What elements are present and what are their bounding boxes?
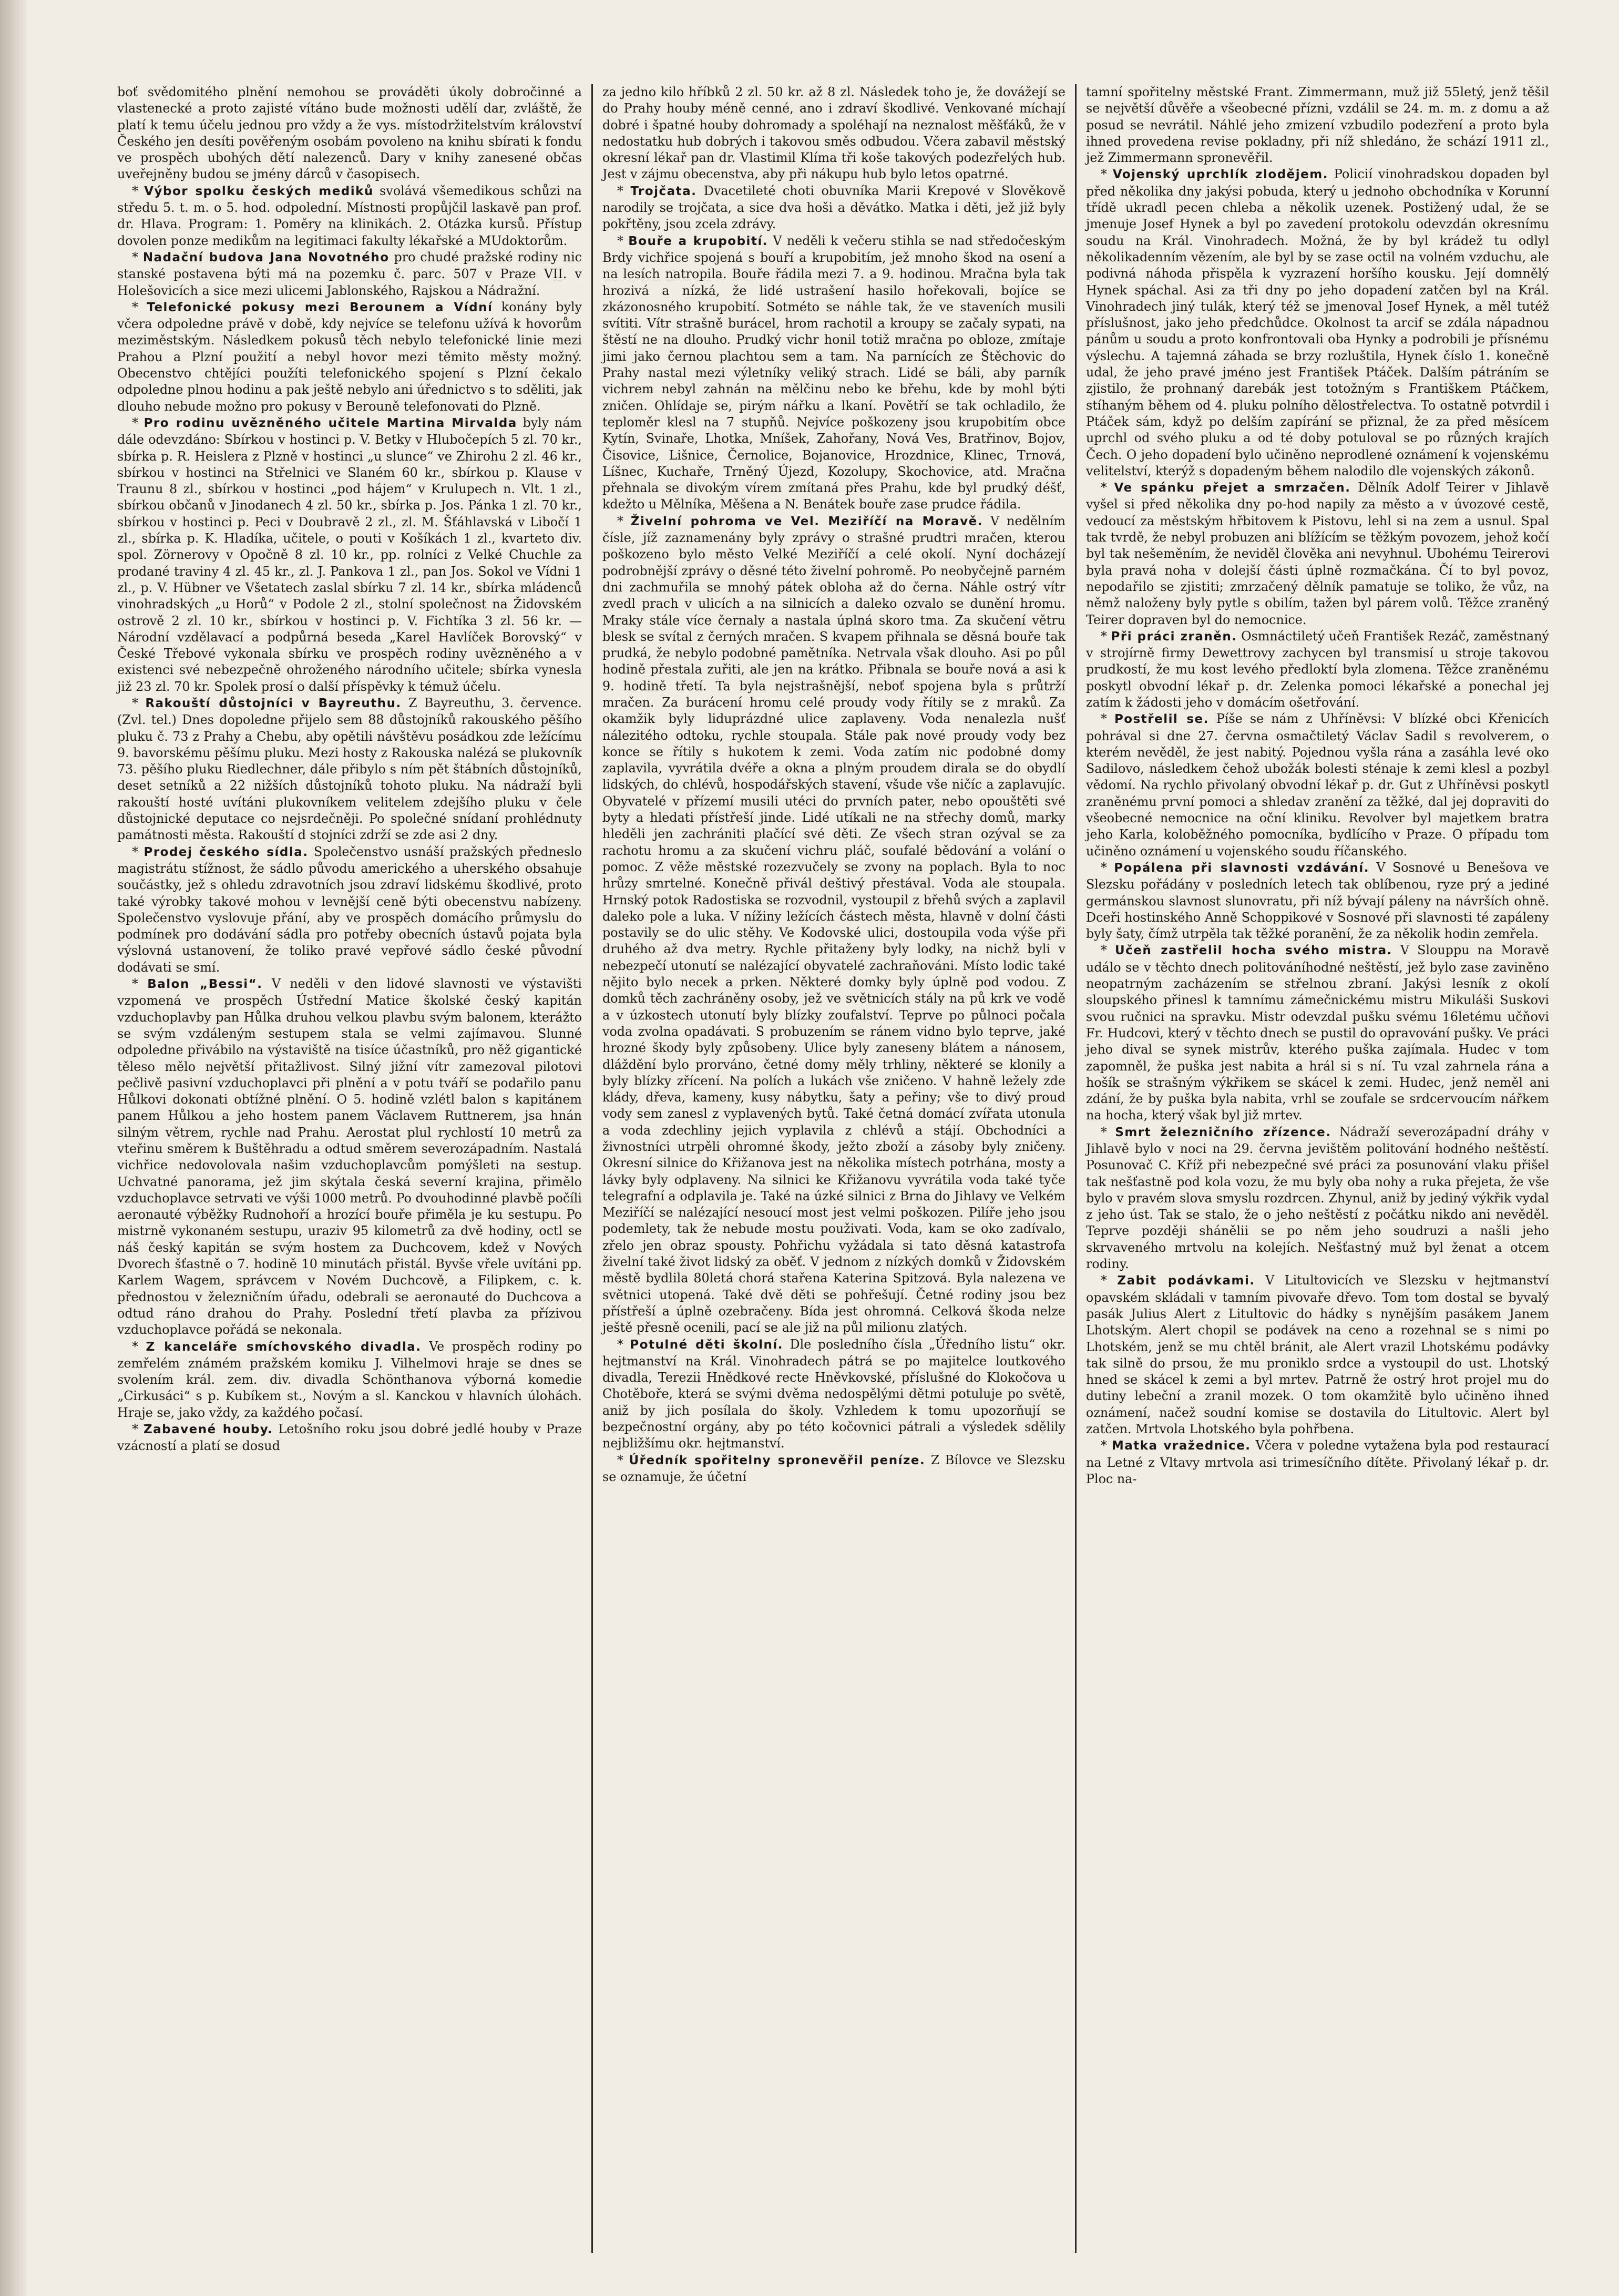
- article-paragraph: [117, 84, 582, 183]
- article-heading: Pro rodinu uvězněného učitele Martina Mirvalda: [144, 416, 517, 430]
- article-text: Osmnáctiletý učeň František Rezáč, zaměstnaný v strojírně firmy Dewettrovy zachycen byl transmisí u stroje takovou prudkostí, že mu kost levého předloktí byla zlomena. Těžce zraněnému poskytl obvodní lékař p. dr. Zelenka pomoci lékařské a ponechal jej zatím k žádosti jeho v domácím ošetřování.: [1086, 628, 1549, 710]
- article-heading: Při práci zraněn.: [1111, 629, 1237, 644]
- article-paragraph: * Bouře a krupobití. V neděli k večeru stihla se nad středočeským Brdy vichřice spojená s bouří a krupobitím, jež mnoho škod na osení a na lesích natropila. Bouře řádila mezi 7. a 9. hodinou. Mračna byla tak hrozivá a nízká, že lidé ustrašení hasilo hořekovali, bojíce se zkázonosného krupobití. Sotméto se náhle tak, že ve staveních musili svítiti. Vítr strašně burácel, hrom rachotil a kroupy se začaly sypati, na štěstí ne na dlouho. Prudký vichr honil totiž mračna po obloze, zmítaje jimi jako černou plachtou sem a tam. Na parnících ze Štěchovic do Prahy nastal mezi výletníky veliký strach. Lidé se báli, aby parník vichrem nebyl zahnán na mělčinu nebo ke břehu, kde by mohl býti zničen. Ohlídaje se, pirým nářku a lkaní. Povětří se tak ochladilo, že teploměr klesl na 7 stupňů. Nejvíce poškozeny jsou krupobitím obce Kytín, Svinaře, Lhotka, Mníšek, Zahořany, Nová Ves, Bratřinov, Bojov, Čisovice, Lišnice, Černolice, Bojanovice, Hrozdnice, Klinec, Trnová, Líšnec, Kuchaře, Trněný Újezd, Kozolupy, Skochovice, atd. Mračna přehnala se divokým vírem zmítaná přes Prahu, kde byl prudký déšť, kdežto u Mělníka, Měšena a N. Benátek bouře zase prudce řádila.: [602, 233, 1065, 512]
- article-heading: Vojenský uprchlík zlodějem.: [1112, 168, 1328, 182]
- article-text: V Slouppu na Moravě událo se v těchto dnech politováníhodné neštěstí, jež bylo zase zaviněno neopatrným zacházením se střelnou zbraní. Jakýsi lesník z okolí sloupského přinesl k tamnímu zámečnickému mistru Mikuláši Suskovi svou ručnici na spravku. Mistr odevzdal pušku svému 16letému učňovi Fr. Hudcovi, který v těchto dnech se pustil do opravování pušky. Ve práci jeho dival se synek mistrův, kterého puška zajímala. Hudec v tom zapomněl, že puška jest nabita a hrál si s ní. Tu vzal zahrnela rána a hošík se strašným výkřikem se skácel k zemi. Hudec, jenž neměl ani zdání, že by puška byla nabita, vrhl se zoufale se srdcervoucím nářkem na hocha, který však byl již mrtev.: [1086, 943, 1549, 1123]
- article-paragraph: * Telefonické pokusy mezi Berounem a Vídní konány byly včera odpoledne právě v době, kdy nejvíce se telefonu užívá k hovorům meziměstským. Následkem pokusů těch nebylo telefonické linie mezi Prahou a Plzní použití a nebyl hovor mezi těmito městy možný. Obecenstvo chtějíci použíti telefonického spojení s Plzní čekalo odpoledne plnou hodinu a pak ještě nebylo ani úřednictvo s to sděliti, jak dlouho nebude možno pro pokusy v Berouně telefonovati do Plzně.: [117, 299, 582, 414]
- column-3: [1075, 84, 1559, 2253]
- article-text: konány byly včera odpoledne právě v době, kdy nejvíce se telefonu užívá k hovorům meziměstským. Následkem pokusů těch nebylo telefonické linie mezi Prahou a Plzní použití a nebyl hovor mezi těmito městy možný. Obecenstvo chtějíci použíti telefonického spojení s Plzní čekalo odpoledne plnou hodinu a pak ještě nebylo ani úřednictvo s to sděliti, jak dlouho nebude možno pro pokusy v Berouně telefonovati do Plzně.: [117, 299, 582, 414]
- article-heading: Postřelil se.: [1114, 712, 1209, 727]
- article-text: Společenstvo usnáší pražských předneslo magistrátu stížnost, že sádlo původu amerického a uherského obsahuje součástky, jež s ohledu zdravotních jsou zdraví lidskému škodlivé, proto také výrobky takové mohou v levnější ceně býti obecenstvu nabízeny. Společenstvo vyslovuje přání, aby ve prospěch domácího průmyslu do podmínek pro dodávání sádla pro potřeby obecních ústavů pojata byla výslovná ustanovení, že toliko pravé vepřové sádlo české původní dodávati se smí.: [117, 844, 582, 975]
- article-heading: Zabit podávkami.: [1117, 1274, 1255, 1288]
- article-paragraph: [602, 84, 1065, 183]
- article-paragraph: * Živelní pohroma ve Vel. Meziříčí na Moravě. V nedělním čísle, jíž zaznamenány byly zprávy o strašné prudtri mračen, kterou poškozeno bylo město Velké Meziříčí a celé okolí. Nyní docházejí podrobnější zprávy o děsné této živelní pohromě. Po neobyčejně parném dni zachmuřila se mnohý pátek obloha až do černa. Náhle ostrý vítr zvedl prach v ulicích a na silnicích a daleko ozvalo se dunění hromu. Mraky stále více černaly a nastala úplná skoro tma. Za skučení větru blesk se svítal z černých mračen. S kvapem přihnala se děsná bouře tak prudká, že nebylo podobné pamětníka. Netrvala však dlouho. Asi po půl hodině přestala zuřiti, ale jen na krátko. Přibnala se bouře nová a asi k 9. hodině třetí. Ta byla nejstrašnější, neboť spojena byla s průtrží mračen. Za burácení hromu celé proudy vody řítily se z mraků. Za okamžik byly liduprázdné ulice zaplaveny. Voda nenalezla nušť nálezitého odtoku, rychle stoupala. Stále pak nové proudy vody bez konce se řítily s hukotem k zemi. Voda zatím nic podobné domy zaplavila, vyvrátila dvéře a okna a plným proudem dirala se do obydlí lidských, do chlévů, hospodářských stavení, všude vše ničíc a zaplavujíc. Obyvatelé v přízemí musili utéci do prvních pater, nebo opouštěti své byty a hledati přístřeší jinde. Lidé utíkali ne na střechy domů, marky hleděli jen zachrániti plačící své děti. Ze všech stran ozýval se za rachotu hromu a za skučení vichru pláč, soufalé bědování a volání o pomoc. Z věže městské rozezvučely se zvony na poplach. Byla to noc hrůzy smrtelné. Konečně přivál deštivý přestával. Voda ale stoupala. Hrnský potok Radostiska se rozvodnil, vystoupil z břehů svých a zaplavil daleko pole a luka. V nížiny ležících částech města, hlavně v dolní části postavily se do ulic stěhy. Ve Kodovské ulici, dostoupila voda výše při druhého až dva metry. Rychle přitaženy byly lodky, na nichž byli v nebezpečí utonutí se nalézající obyvatelé zachraňováni. Místo lodic také nějito bylo necek a prken. Některé domky byly úplně pod vodou. Z domků těch zachráněny osoby, jež ve světnicích stály na pů krk ve vodě a v úzkostech utonutí byly blízky zoufalství. Teprve po půlnoci počala voda zvolna opadávati. S probuzením se ránem vidno bylo teprve, jaké hrozné škody byly způsobeny. Ulice byly zaneseny blátem a nánosem, dláždění bylo prorváno, četné domy měly trhliny, některé se klonily a byly blízky zřícení. Na polích a lukách vše zničeno. V hahně ležely zde klády, dřeva, kameny, kusy nábytku, šaty a peřiny; vše to divý proud vody sem zanesl z vyplavených bytů. Také četná domácí zvířata utonula a voda zdechliny jejich vyplavila z chlévů a stájí. Obchodníci a živnostníci utrpěli ohromné škody, ježto zboží a zásoby byly zničeny. Okresní silnice do Křižanova jest na několika místech potrhána, mosty a lávky byly odplaveny. Na silnici ke Křižanovu vyvrátila voda také tyče telegrafní a odplavila je. Také na úzké silnici z Brna do Jihlavy ve Velkém Meziříčí se nalézající nesoucí most jest velmi poškozen. Pilíře jeho jsou podemlety, tak že nebude mostu použivati. Voda, kam se oko zadívalo, zřelo jen obraz spousty. Pohřichu vyžádala si tato děsná katastrofa živelní také život lidský za oběť. V jednom z nízkých domků v Židovském městě bydlila 80letá chorá stařena Katerina Spitzová. Byla nalezena ve světnici utopená. Také dvě děti se pohřešují. Četné rodiny jsou bez přístřeší a úplně ozebračeny. Bída jest ohromná. Celková škoda nelze ještě přesně ocenili, pací se ale již na půl milionu zlatých.: [602, 513, 1065, 1335]
- article-paragraph: * Ve spánku přejet a smrzačen. Dělník Adolf Teirer v Jihlavě vyšel si před několika dny po-hod napily za město a v úvozové cestě, vedoucí za městským hřbitovem k Pistovu, lehl si na zem a usnul. Spal tak tvrdě, že nebyl probuzen ani blížícím se těžkým povozem, jehož kočí byl tak nešeměním, že neviděl člověka ani nevyhnul. Ubohému Teirerovi byla pravá noha v dolejší části úplně rozmačkána. Čí to byl povoz, nepodařilo se zjistiti; zmrzačený dělník pamatuje se toliko, že vůz, na němž naloženy byly pytle s obilím, tažen byl párem volů. Těžce zraněný Teirer dopraven byl do nemocnice.: [1086, 480, 1549, 627]
- article-text: V Litultovicích ve Slezsku v hejtmanství opavském skládali v tamním pivovaře dřevo. Tom tom dostal se byvalý pasák Julius Alert z Litultovic do hádky s nynějším pasákem Janem Lhotským. Alert chopil se podávek na ceno a rozehnal se s nimi po Lhotském, jenž se mu chtěl bránit, ale Alert vrazil Lhotskému podávky tak silně do prsou, že mu proniklo srdce a vystoupil do ust. Lhotský hned se skácel k zemi a byl mrtev. Patrně že ostrý hrot projel mu do dutiny lebeční a zranil mozek. O tom okamžitě bylo učiněno ihned oznámení, načež soudní komise se dostavila do Litultovic. Alert byl zatčen. Mrtvola Lhotského byla pohřbena.: [1086, 1273, 1549, 1437]
- article-heading: Výbor spolku českých mediků: [144, 184, 374, 198]
- article-heading: Bouře a krupobití.: [628, 234, 768, 248]
- article-text: za jedno kilo hříbků 2 zl. 50 kr. až 8 zl. Následek toho je, že dovážejí se do Prahy houby méně cenné, ano i zdraví škodlivé. Venkované míchají dobré i špatné houby dohromady a spoléhají na neznalost měšťáků, že v nedostatku hub dobrých i takovou směs odbudou. Včera zabavil městský okresní lékař pan dr. Vlastimil Klíma tři koše takových podezřelých hub. Jest v zájmu obecenstva, aby při nákupu hub bylo letos opatrné.: [602, 85, 1065, 182]
- article-paragraph: * Pro rodinu uvězněného učitele Martina Mirvalda byly nám dále odevzdáno: Sbírkou v hostinci p. V. Betky v Hlubočepích 5 zl. 70 kr., sbírka p. R. Heislera z Plzně v hostinci „u slunce“ ve Zhirohu 2 zl. 46 kr., sbírkou v hostinci na Střelnici ve Slaném 60 kr., sbírkou p. Klause v Traunu 8 zl., sbírkou v hostinci „pod hájem“ v Krulupech n. Vlt. 1 zl., sbírkou občanů v Jinodanech 4 zl. 50 kr., sbírka p. Jos. Pánka 1 zl. 70 kr., sbírkou v hostinci p. Peci v Doubravě 2 zl., zl. M. Šťáhlavská v Libočí 1 zl., sbírka p. K. Hladíka, učitele, o pouti v Košíkách 1 zl., kvarteto div. spol. Zörnerovy v Opočně 8 zl. 10 kr., pp. rolníci z Velké Chuchle za prodané traviny 4 zl. 45 kr., zl. J. Pankova 1 zl., pan Jos. Sokol ve Vídni 1 zl., p. V. Hübner ve Všetatech zaslal sbírku 7 zl. 14 kr., sbírka mládenců vinohradských „u Horů“ v Podole 2 zl., stolní společnost na Židovském ostrově 2 zl. 10 kr., sbírkou v hostinci p. V. Fichtíka 3 zl. 56 kr. — Národní vzdělavací a podpůrná beseda „Karel Havlíček Borovský“ v České Třebové vykonala sbírku ve prospěch rodiny uvězněného a v existenci své nebezpečně ohroženého národního učitele; sbírka vynesla již 23 zl. 70 kr. Spolek prosí o další příspěvky k témuž účelu.: [117, 415, 582, 694]
- article-text: V Sosnové u Benešova ve Slezsku pořádány v posledních letech tak oblíbenou, ryze prý a jediné germánskou slavnost slunovratu, při níž bývají páleny na návrších ohně. Dceři hostinského Anně Schoppikové v Sosnové při slavnosti té zapáleny byly šaty, čímž utrpěla tak těžké poranění, že za několik hodin zemřela.: [1086, 860, 1550, 942]
- article-heading: Telefonické pokusy mezi Berounem a Vídní: [147, 300, 493, 314]
- article-text: V neděli k večeru stihla se nad středočeským Brdy vichřice spojená s bouří a krupobitím, jež mnoho škod na osení a na lesích natropila. Bouře řádila mezi 7. a 9. hodinou. Mračna byla tak hrozivá a nízká, že lidé ustrašení hasilo hořekovali, bojíce se zkázonosného krupobití. Sotméto se náhle tak, že ve staveních musili svítiti. Vítr strašně burácel, hrom rachotil a kroupy se začaly sypati, na štěstí ne na dlouho. Prudký vichr honil totiž mračna po obloze, zmítaje jimi jako černou plachtou sem a tam. Na parnících ze Štěchovic do Prahy nastal mezi výletníky veliký strach. Lidé se báli, aby parník vichrem nebyl zahnán na mělčinu nebo ke břehu, kde by mohl býti zničen. Ohlídaje se, pirým nářku a lkaní. Povětří se tak ochladilo, že teploměr klesl na 7 stupňů. Nejvíce poškozeny jsou krupobitím obce Kytín, Svinaře, Lhotka, Mníšek, Zahořany, Nová Ves, Bratřinov, Bojov, Čisovice, Lišnice, Černolice, Bojanovice, Hrozdnice, Klinec, Trnová, Líšnec, Kuchaře, Trněný Újezd, Kozolupy, Skochovice, atd. Mračna přehnala se divokým vírem zmítaná přes Prahu, kde byl prudký déšť, kdežto u Mělníka, Měšena a N. Benátek bouře zase prudce řádila.: [602, 233, 1065, 512]
- article-text: Včera v poledne vytažena byla pod restaurací na Letné z Vltavy mrtvola asi trimesíčního dítěte. Přivolaný lékař p. dr. Ploc na-: [1086, 1438, 1549, 1486]
- article-paragraph: * Potulné děti školní. Dle posledního čísla „Úředního listu“ okr. hejtmanství na Král. Vinohradech pátrá se po majitelce loutkového divadla, Terezii Hnědkové recte Hněvkovské, příslušné do Klokočova u Chotěboře, která se svými dvěma nedospělými dětmi potuluje po světě, aniž by jich posílala do školy. Vzhledem k tomu upozorňují se bezpečnostní orgány, aby po této kočovnici pátrali a výsledek sdělily nejbližšímu okr. hejtmanství.: [602, 1336, 1066, 1451]
- article-paragraph: * Matka vražednice. Včera v poledne vytažena byla pod restaurací na Letné z Vltavy mrtvola asi trimesíčního dítěte. Přivolaný lékař p. dr. Ploc na-: [1086, 1438, 1549, 1486]
- article-text: tamní spořitelny městské Frant. Zimmermann, muž již 55letý, jenž těšil se největší důvěře a všeobecné přízni, vzdálil se 24. m. m. z domu a až posud se nevrátil. Náhlé jeho zmizení vzbudilo podezření a proto byla ihned provedena revise pokladny, při níž shledáno, že schází 1911 zl., jež Zimmermann spronevěřil.: [1086, 85, 1549, 166]
- article-heading: Matka vražednice.: [1111, 1439, 1251, 1453]
- article-heading: Z kanceláře smíchovského divadla.: [146, 1340, 422, 1354]
- article-paragraph: * Úředník spořitelny spronevěřil peníze. Z Bílovce ve Slezsku se oznamuje, že účetní: [602, 1452, 1065, 1484]
- article-paragraph: * Smrt železničního zřízence. Nádraží severozápadní dráhy v Jihlavě bylo v noci na 29. června jevištěm politování hodného neštěstí. Posunovač C. Kříž při nebezpečné své práci za posunování vlaku přišel tak nešťastně pod kola vozu, že mu byly oba nohy a ruka přejeta, že vše bylo v pravém slova smyslu rozdrcen. Zhynul, aniž by jediný výkřik vydal z jeho úst. Tak se stalo, že o jeho neštěstí z počátku nikdo ani nevěděl. Teprve později shánělii se po něm jeho soudruzi a našli jeho skrvaveného mrtvolu na kolejích. Nešťastný muž byl ženat a otcem rodiny.: [1086, 1124, 1549, 1272]
- article-text: Dělník Adolf Teirer v Jihlavě vyšel si před několika dny po-hod napily za město a v úvozové cestě, vedoucí za městským hřbitovem k Pistovu, lehl si na zem a usnul. Spal tak tvrdě, že nebyl probuzen ani blížícím se těžkým povozem, jehož kočí byl tak nešeměním, že neviděl člověka ani nevyhnul. Ubohému Teirerovi byla pravá noha v dolejší části úplně rozmačkána. Čí to byl povoz, nepodařilo se zjistiti; zmrzačený dělník pamatuje se toliko, že vůz, na němž naloženy byly pytle s obilím, tažen byl párem volů. Těžce zraněný Teirer dopraven byl do nemocnice.: [1086, 480, 1549, 627]
- article-text: Nádraží severozápadní dráhy v Jihlavě bylo v noci na 29. června jevištěm politování hodného neštěstí. Posunovač C. Kříž při nebezpečné své práci za posunování vlaku přišel tak nešťastně pod kola vozu, že mu byly oba nohy a ruka přejeta, že vše bylo v pravém slova smyslu rozdrcen. Zhynul, aniž by jediný výkřik vydal z jeho úst. Tak se stalo, že o jeho neštěstí z počátku nikdo ani nevěděl. Teprve později shánělii se po něm jeho soudruzi a našli jeho skrvaveného mrtvolu na kolejích. Nešťastný muž byl ženat a otcem rodiny.: [1086, 1124, 1549, 1272]
- article-text: Píše se nám z Uhříněvsi: V blízké obci Křenicích pohrával si dne 27. června osmačtiletý Václav Sadil s revolverem, o kterém nevěděl, že jest nabitý. Pojednou vyšla rána a zasáhla levé oko Sadilovo, následkem čehož ubožák bolesti sténaje k zemi klesl a pozbyl vědomí. Na rychlo přivolaný obvodní lékař p. dr. Gut z Uhříněvsi poskytl zraněnému první pomoci a shledav zranění za těžké, dal jej dopraviti do všeobecné nemocnice na oční kliniku. Revolver byl majetkem bratra jeho Karla, koloběžného pomocníka, bydlícího v Praze. O případu tom učiněno oznámení u vojenského soudu říčanského.: [1086, 711, 1549, 859]
- article-paragraph: * Prodej českého sídla. Společenstvo usnáší pražských předneslo magistrátu stížnost, že sádlo původu amerického a uherského obsahuje součástky, jež s ohledu zdravotních jsou zdraví lidskému škodlivé, proto také výrobky takové mohou v levnější ceně býti obecenstvu nabízeny. Společenstvo vyslovuje přání, aby ve prospěch domácího průmyslu do podmínek pro dodávání sádla pro potřeby obecních ústavů pojata byla výslovná ustanovení, že toliko pravé vepřové sádlo české původní dodávati se smí.: [117, 844, 582, 975]
- column-1: [108, 84, 591, 2253]
- article-paragraph: * Nadační budova Jana Novotného pro chudé pražské rodiny nic stanské postavena býti má na pozemku č. parc. 507 v Praze VII. v Holešovicích a sice mezi ulicemi Jablonského, Rajskou a Nádražní.: [117, 249, 582, 298]
- article-heading: Úředník spořitelny spronevěřil peníze.: [629, 1453, 926, 1467]
- article-text: Z Bayreuthu, 3. července. (Zvl. tel.) Dnes dopoledne přijelo sem 88 důstojníků rakouského pěšího pluku č. 73 z Prahy a Chebu, aby opětili návštěvu posádkou zde ležícímu 9. bavorskému pěšímu pluku. Mezi hosty z Rakouska nalézá se plukovník 73. pěšího pluku Riedlechner, dále přibylo s ním pět štábních důstojníků, deset setníků a 22 nižších důstojníků tohoto pluku. Na nádraží byli rakouští hosté uvítáni plukovníkem velitelem zdejšího pluku v čele důstojnické deputace co nejsrdečněji. Po společné snídaní prohlédnuty památnosti města. Rakouští d stojníci zdrží se zde asi 2 dny.: [117, 695, 582, 843]
- scan-edge-shadow: [0, 0, 29, 2296]
- article-heading: Prodej českého sídla.: [144, 845, 309, 859]
- article-text: Z Bílovce ve Slezsku se oznamuje, že účetní: [602, 1452, 1065, 1484]
- article-paragraph: * Zabit podávkami. V Litultovicích ve Slezsku v hejtmanství opavském skládali v tamním pivovaře dřevo. Tom tom dostal se byvalý pasák Julius Alert z Litultovic do hádky s nynějším pasákem Janem Lhotským. Alert chopil se podávek na ceno a rozehnal se s nimi po Lhotském, jenž se mu chtěl bránit, ale Alert vrazil Lhotskému podávky tak silně do prsou, že mu proniklo srdce a vystoupil do ust. Lhotský hned se skácel k zemi a byl mrtev. Patrně že ostrý hrot projel mu do dutiny lebeční a zranil mozek. O tom okamžitě bylo učiněno ihned oznámení, načež soudní komise se dostavila do Litultovic. Alert byl zatčen. Mrtvola Lhotského byla pohřbena.: [1086, 1273, 1549, 1437]
- article-paragraph: * Trojčata. Dvacetileté choti obuvníka Marii Krepové v Slověkově narodily se trojčata, a sice dva hoši a děvátko. Matka i děti, jež již byly pokřtěny, jsou zcela zdrávy.: [602, 183, 1065, 232]
- newspaper-page: [108, 84, 1559, 2253]
- column-2: [591, 84, 1075, 2253]
- article-paragraph: * Balon „Bessi“. V neděli v den lidové slavnosti ve výstavišti vzpomená ve prospěch Ústřední Matice školské český kapitán vzduchoplavby pan Hůlka druhou velkou plavbu svým balonem, kterážto se svým vzdáleným sestupem stala se velmi zajímavou. Slunné odpoledne přivábilo na výstaviště na tisíce účastníků, pro něž gigantické těleso mělo největší přitažlivost. Silný jižní vítr zamezoval pilotovi pečlivě pasivní vzduchoplavci při plnění a v potu tváří se podařilo panu Hůlkovi dokonati obtížné plnění. O 5. hodině vzlétl balon s kapitánem panem Hůlkou a jeho hostem panem Václavem Ruttnerem, jsa hnán silným větrem, rychle nad Prahu. Aerostat plul rychlostí 10 metrů za vteřinu směrem k Buštěhradu a odtud směrem severozápadním. Nastalá vichřice nedovolovala našim vzduchoplavcům pomýšleti na sestup. Uchvatné panorama, jež jim skýtala česká severní krajina, přimělo vzduchoplavce setrvati ve výši 1000 metrů. Po dvouhodinné plavbě počíli aeronauté výběžky Rudnohoří a hrozící bouře přiměla je ku sestupu. Po mistrně vykonaném sestupu, uraziv 95 kilometrů za dvě hodiny, octl se náš český kapitán se svým hostem za Duchcovem, kdež v Nových Dvorech šťastně o 7. hodině 10 minutách přistál. Byvše vřele uvítáni pp. Karlem Wagem, správcem v Novém Duchcově, a Filipkem, c. k. přednostou v železničním úřadu, odebrali se aeronauté do Duchcova a odtud ráno drahou do Prahy. Poslední třetí plavba za přízivou vzduchoplavce pořádá se nekonala.: [117, 976, 582, 1338]
- article-text: V nedělním čísle, jíž zaznamenány byly zprávy o strašné prudtri mračen, kterou poškozeno bylo město Velké Meziříčí a celé okolí. Nyní docházejí podrobnější zprávy o děsné této živelní pohromě. Po neobyčejně parném dni zachmuřila se mnohý pátek obloha až do černa. Náhle ostrý vítr zvedl prach v ulicích a na silnicích a daleko ozvalo se dunění hromu. Mraky stále více černaly a nastala úplná skoro tma. Za skučení větru blesk se svítal z černých mračen. S kvapem přihnala se děsná bouře tak prudká, že nebylo podobné pamětníka. Netrvala však dlouho. Asi po půl hodině přestala zuřiti, ale jen na krátko. Přibnala se bouře nová a asi k 9. hodině třetí. Ta byla nejstrašnější, neboť spojena byla s průtrží mračen. Za burácení hromu celé proudy vody řítily se z mraků. Za okamžik byly liduprázdné ulice zaplaveny. Voda nenalezla nušť nálezitého odtoku, rychle stoupala. Stále pak nové proudy vody bez konce se řítily s hukotem k zemi. Voda zatím nic podobné domy zaplavila, vyvrátila dvéře a okna a plným proudem dirala se do obydlí lidských, do chlévů, hospodářských stavení, všude vše ničíc a zaplavujíc. Obyvatelé v přízemí musili utéci do prvních pater, nebo opouštěti své byty a hledati přístřeší jinde. Lidé utíkali ne na střechy domů, marky hleděli jen zachrániti plačící své děti. Ze všech stran ozýval se za rachotu hromu a za skučení vichru pláč, soufalé bědování a volání o pomoc. Z věže městské rozezvučely se zvony na poplach. Byla to noc hrůzy smrtelné. Konečně přivál deštivý přestával. Voda ale stoupala. Hrnský potok Radostiska se rozvodnil, vystoupil z břehů svých a zaplavil daleko pole a luka. V nížiny ležících částech města, hlavně v dolní části postavily se do ulic stěhy. Ve Kodovské ulici, dostoupila voda výše při druhého až dva metry. Rychle přitaženy byly lodky, na nichž byli v nebezpečí utonutí se nalézající obyvatelé zachraňováni. Místo lodic také nějito bylo necek a prken. Některé domky byly úplně pod vodou. Z domků těch zachráněny osoby, jež ve světnicích stály na pů krk ve vodě a v úzkostech utonutí byly blízky zoufalství. Teprve po půlnoci počala voda zvolna opadávati. S probuzením se ránem vidno bylo teprve, jaké hrozné škody byly způsobeny. Ulice byly zaneseny blátem a nánosem, dláždění bylo prorváno, četné domy měly trhliny, některé se klonily a byly blízky zřícení. Na polích a lukách vše zničeno. V hahně ležely zde klády, dřeva, kameny, kusy nábytku, šaty a peřiny; vše to divý proud vody sem zanesl z vyplavených bytů. Také četná domácí zvířata utonula a voda zdechliny jejich vyplavila z chlévů a stájí. Obchodníci a živnostníci utrpěli ohromné škody, ježto zboží a zásoby byly zničeny. Okresní silnice do Křižanova jest na několika místech potrhána, mosty a lávky byly odplaveny. Na silnici ke Křižanovu vyvrátila voda také tyče telegrafní a odplavila je. Také na úzké silnici z Brna do Jihlavy ve Velkém Meziříčí se nalézající nesoucí most jest velmi poškozen. Pilíře jeho jsou podemlety, tak že nebude mostu použivati. Voda, kam se oko zadívalo, zřelo jen obraz spousty. Pohřichu vyžádala si tato děsná katastrofa živelní také život lidský za oběť. V jednom z nízkých domků v Židovském městě bydlila 80letá chorá stařena Katerina Spitzová. Byla nalezena ve světnici utopená. Také dvě děti se pohřešují. Četné rodiny jsou bez přístřeší a úplně ozebračeny. Bída jest ohromná. Celková škoda nelze ještě přesně ocenili, pací se ale již na půl milionu zlatých.: [602, 513, 1065, 1335]
- article-paragraph: * Při práci zraněn. Osmnáctiletý učeň František Rezáč, zaměstnaný v strojírně firmy Dewettrovy zachycen byl transmisí u stroje takovou prudkostí, že mu kost levého předloktí byla zlomena. Těžce zraněnému poskytl obvodní lékař p. dr. Zelenka pomoci lékařské a ponechal jej zatím k žádosti jeho v domácím ošetřování.: [1086, 628, 1549, 710]
- article-heading: Rakouští důstojníci v Bayreuthu.: [145, 696, 402, 710]
- article-paragraph: [1086, 84, 1549, 166]
- article-text: Dle posledního čísla „Úředního listu“ okr. hejtmanství na Král. Vinohradech pátrá se po majitelce loutkového divadla, Terezii Hnědkové recte Hněvkovské, příslušné do Klokočova u Chotěboře, která se svými dvěma nedospělými dětmi potuluje po světě, aniž by jich posílala do školy. Vzhledem k tomu upozorňují se bezpečnostní orgány, aby po této kočovnici pátrali a výsledek sdělily nejbližšímu okr. hejtmanství.: [602, 1336, 1066, 1451]
- article-heading: Zabavené houby.: [143, 1423, 273, 1437]
- article-text: svolává všemedikous schůzi na středu 5. t. m. o 5. hod. odpolední. Místnosti propůjčil laskavě pan prof. dr. Hlava. Program: 1. Poměry na klinikách. 2. Otázka kursů. Přístup dovolen ponze medikům na legitimaci fakulty lékařské a MUdoktorům.: [117, 183, 582, 248]
- article-heading: Balon „Bessi“.: [147, 977, 263, 992]
- article-paragraph: * Popálena při slavnosti vzdávání. V Sosnové u Benešova ve Slezsku pořádány v posledních letech tak oblíbenou, ryze prý a jediné germánskou slavnost slunovratu, při níž bývají páleny na návrších ohně. Dceři hostinského Anně Schoppikové v Sosnové při slavnosti té zapáleny byly šaty, čímž utrpěla tak těžké poranění, že za několik hodin zemřela.: [1086, 860, 1550, 942]
- article-paragraph: * Učeň zastřelil hocha svého mistra. V Slouppu na Moravě událo se v těchto dnech politováníhodné neštěstí, jež bylo zase zaviněno neopatrným zacházením se střelnou zbraní. Jakýsi lesník z okolí sloupského přinesl k tamnímu zámečnickému mistru Mikuláši Suskovi svou ručnici na spravku. Mistr odevzdal pušku svému 16letému učňovi Fr. Hudcovi, který v těchto dnech se pustil do opravování pušky. Ve práci jeho dival se synek mistrův, kterého puška zajímala. Hudec v tom zapomněl, že puška jest nabita a hrál si s ní. Tu vzal zahrnela rána a hošík se strašným výkřikem se skácel k zemi. Hudec, jenž neměl ani zdání, že by puška byla nabita, vrhl se zoufale se srdcervoucím nářkem na hocha, který však byl již mrtev.: [1086, 943, 1549, 1123]
- article-heading: Ve spánku přejet a smrzačen.: [1114, 481, 1351, 495]
- article-paragraph: * Výbor spolku českých mediků svolává všemedikous schůzi na středu 5. t. m. o 5. hod. odpolední. Místnosti propůjčil laskavě pan prof. dr. Hlava. Program: 1. Poměry na klinikách. 2. Otázka kursů. Přístup dovolen ponze medikům na legitimaci fakulty lékařské a MUdoktorům.: [117, 183, 582, 248]
- article-heading: Smrt železničního zřízence.: [1115, 1125, 1331, 1139]
- article-paragraph: * Zabavené houby. Letošního roku jsou dobré jedlé houby v Praze vzácností a platí se dosud: [117, 1422, 582, 1454]
- article-paragraph: * Z kanceláře smíchovského divadla. Ve prospěch rodiny po zemřelém známém pražském komiku J. Vilhelmovi hraje se dnes se svolením král. zem. div. divadla Schönthanova výborná komedie „Cirkusáci“ s p. Kubíkem st., Novým a sl. Kanckou v hlavních úlohách. Hraje se, jako vždy, za každého počasí.: [117, 1339, 582, 1420]
- article-paragraph: * Postřelil se. Píše se nám z Uhříněvsi: V blízké obci Křenicích pohrával si dne 27. června osmačtiletý Václav Sadil s revolverem, o kterém nevěděl, že jest nabitý. Pojednou vyšla rána a zasáhla levé oko Sadilovo, následkem čehož ubožák bolesti sténaje k zemi klesl a pozbyl vědomí. Na rychlo přivolaný obvodní lékař p. dr. Gut z Uhříněvsi poskytl zraněnému první pomoci a shledav zranění za těžké, dal jej dopraviti do všeobecné nemocnice na oční kliniku. Revolver byl majetkem bratra jeho Karla, koloběžného pomocníka, bydlícího v Praze. O případu tom učiněno oznámení u vojenského soudu říčanského.: [1086, 711, 1549, 859]
- article-text: byly nám dále odevzdáno: Sbírkou v hostinci p. V. Betky v Hlubočepích 5 zl. 70 kr., sbírka p. R. Heislera z Plzně v hostinci „u slunce“ ve Zhirohu 2 zl. 46 kr., sbírkou v hostinci na Střelnici ve Slaném 60 kr., sbírkou p. Klause v Traunu 8 zl., sbírkou v hostinci „pod hájem“ v Krulupech n. Vlt. 1 zl., sbírkou občanů v Jinodanech 4 zl. 50 kr., sbírka p. Jos. Pánka 1 zl. 70 kr., sbírkou v hostinci p. Peci v Doubravě 2 zl., zl. M. Šťáhlavská v Libočí 1 zl., sbírka p. K. Hladíka, učitele, o pouti v Košíkách 1 zl., kvarteto div. spol. Zörnerovy v Opočně 8 zl. 10 kr., pp. rolníci z Velké Chuchle za prodané traviny 4 zl. 45 kr., zl. J. Pankova 1 zl., pan Jos. Sokol ve Vídni 1 zl., p. V. Hübner ve Všetatech zaslal sbírku 7 zl. 14 kr., sbírka mládenců vinohradských „u Horů“ v Podole 2 zl., stolní společnost na Židovském ostrově 2 zl. 10 kr., sbírkou v hostinci p. V. Fichtíka 3 zl. 56 kr. — Národní vzdělavací a podpůrná beseda „Karel Havlíček Borovský“ v České Třebové vykonala sbírku ve prospěch rodiny uvězněného a v existenci své nebezpečně ohroženého národního učitele; sbírka vynesla již 23 zl. 70 kr. Spolek prosí o další příspěvky k témuž účelu.: [117, 415, 582, 694]
- article-heading: Živelní pohroma ve Vel. Meziříčí na Moravě.: [630, 514, 983, 528]
- article-text: V neděli v den lidové slavnosti ve výstavišti vzpomená ve prospěch Ústřední Matice školské český kapitán vzduchoplavby pan Hůlka druhou velkou plavbu svým balonem, kterážto se svým vzdáleným sestupem stala se velmi zajímavou. Slunné odpoledne přivábilo na výstaviště na tisíce účastníků, pro něž gigantické těleso mělo největší přitažlivost. Silný jižní vítr zamezoval pilotovi pečlivě pasivní vzduchoplavci při plnění a v potu tváří se podařilo panu Hůlkovi dokonati obtížné plnění. O 5. hodině vzlétl balon s kapitánem panem Hůlkou a jeho hostem panem Václavem Ruttnerem, jsa hnán silným větrem, rychle nad Prahu. Aerostat plul rychlostí 10 metrů za vteřinu směrem k Buštěhradu a odtud směrem severozápadním. Nastalá vichřice nedovolovala našim vzduchoplavcům pomýšleti na sestup. Uchvatné panorama, jež jim skýtala česká severní krajina, přimělo vzduchoplavce setrvati ve výši 1000 metrů. Po dvouhodinné plavbě počíli aeronauté výběžky Rudnohoří a hrozící bouře přiměla je ku sestupu. Po mistrně vykonaném sestupu, uraziv 95 kilometrů za dvě hodiny, octl se náš český kapitán se svým hostem za Duchcovem, kdež v Nových Dvorech šťastně o 7. hodině 10 minutách přistál. Byvše vřele uvítáni pp. Karlem Wagem, správcem v Novém Duchcově, a Filipkem, c. k. přednostou v železničním úřadu, odebrali se aeronauté do Duchcova a odtud ráno drahou do Prahy. Poslední třetí plavba za přízivou vzduchoplavce pořádá se nekonala.: [117, 976, 582, 1338]
- article-heading: Nadační budova Jana Novotného: [142, 250, 390, 264]
- article-text: Dvacetileté choti obuvníka Marii Krepové v Slověkově narodily se trojčata, a sice dva hoši a děvátko. Matka i děti, jež již byly pokřtěny, jsou zcela zdrávy.: [602, 183, 1065, 232]
- article-text: Letošního roku jsou dobré jedlé houby v Praze vzácností a platí se dosud: [117, 1422, 582, 1454]
- article-heading: Učeň zastřelil hocha svého mistra.: [1114, 944, 1392, 958]
- article-text: pro chudé pražské rodiny nic stanské postavena býti má na pozemku č. parc. 507 v Praze VII. v Holešovicích a sice mezi ulicemi Jablonského, Rajskou a Nádražní.: [117, 249, 582, 298]
- article-heading: Trojčata.: [630, 184, 697, 198]
- article-paragraph: * Rakouští důstojníci v Bayreuthu. Z Bayreuthu, 3. července. (Zvl. tel.) Dnes dopoledne přijelo sem 88 důstojníků rakouského pěšího pluku č. 73 z Prahy a Chebu, aby opětili návštěvu posádkou zde ležícímu 9. bavorskému pěšímu pluku. Mezi hosty z Rakouska nalézá se plukovník 73. pěšího pluku Riedlechner, dále přibylo s ním pět štábních důstojníků, deset setníků a 22 nižších důstojníků tohoto pluku. Na nádraží byli rakouští hosté uvítáni plukovníkem velitelem zdejšího pluku v čele důstojnické deputace co nejsrdečněji. Po společné snídaní prohlédnuty památnosti města. Rakouští d stojníci zdrží se zde asi 2 dny.: [117, 695, 582, 843]
- article-heading: Popálena při slavnosti vzdávání.: [1114, 861, 1370, 875]
- article-text: Policií vinohradskou dopaden byl před několika dny jakýsi pobuda, který u jednoho obchodníka v Korunní třídě ukradl pecen chleba a několik uzenek. Postižený udal, že se jmenuje Josef Hynek a byl po zavedení protokolu odevzdán okresnímu soudu na Král. Vinohradech. Možná, že by byl krádež tu odlyl několikadenním vězením, ale byl by se zase octil na volném vzduchu, ale podivná náhoda přispěla k vyzrazení horšího kousku. Její domnělý Hynek spáchal. Asi za tři dny po jeho dopadení zatčen byl na Král. Vinohradech jiný tulák, který též se jmenoval Josef Hynek, a měl tutéž příslušnost, jako jeho předchůdce. Okolnost ta arcif se zdála nápadnou pánům u soudu a proto konfrontovali oba Hynky a podrobili je přísnému výslechu. A tajemná záhada se brzy rozluštila, Hynek číslo 1. konečně udal, že jeho pravé jméno jest František Ptáček. Dalším pátráním se zjistilo, že prohnaný darebák jest totožným s Františkem Ptáčkem, stíhaným během od 4. pluku polního dělostřelectva. To ostatně potvrdil i Ptáček sám, když po delším zapírání se přiznal, že za před měsícem uprchl od svého pluku a od té doby potuloval se po různých krajích Čech. O jeho dopadení bylo učiněno neprodlené oznámení k vojenskému velitelství, kterýž s dopadeným během nalodilo dle vojenských zákonů.: [1086, 167, 1549, 478]
- article-text: boť svědomitého plnění nemohou se prováděti úkoly dobročinné a vlastenecké a proto zajisté vítáno bude možnosti udělí dar, zvláště, že platí k temu účelu jednou pro vždy a že vys. místodržitelstvím království Českého jen desíti pověřeným osobám povoleno na knihu sbírati k fondu ve prospěch ubohých dětí nalezenců. Dary v knihy zanesené občas uveřejněny budou se jmény dárců v časopisech.: [117, 85, 582, 182]
- article-text: Ve prospěch rodiny po zemřelém známém pražském komiku J. Vilhelmovi hraje se dnes se svolením král. zem. div. divadla Schönthanova výborná komedie „Cirkusáci“ s p. Kubíkem st., Novým a sl. Kanckou v hlavních úlohách. Hraje se, jako vždy, za každého počasí.: [117, 1339, 582, 1420]
- article-heading: Potulné děti školní.: [630, 1338, 784, 1352]
- article-paragraph: * Vojenský uprchlík zlodějem. Policií vinohradskou dopaden byl před několika dny jakýsi pobuda, který u jednoho obchodníka v Korunní třídě ukradl pecen chleba a několik uzenek. Postižený udal, že se jmenuje Josef Hynek a byl po zavedení protokolu odevzdán okresnímu soudu na Král. Vinohradech. Možná, že by byl krádež tu odlyl několikadenním vězením, ale byl by se zase octil na volném vzduchu, ale podivná náhoda přispěla k vyzrazení horšího kousku. Její domnělý Hynek spáchal. Asi za tři dny po jeho dopadení zatčen byl na Král. Vinohradech jiný tulák, který též se jmenoval Josef Hynek, a měl tutéž příslušnost, jako jeho předchůdce. Okolnost ta arcif se zdála nápadnou pánům u soudu a proto konfrontovali oba Hynky a podrobili je přísnému výslechu. A tajemná záhada se brzy rozluštila, Hynek číslo 1. konečně udal, že jeho pravé jméno jest František Ptáček. Dalším pátráním se zjistilo, že prohnaný darebák jest totožným s Františkem Ptáčkem, stíhaným během od 4. pluku polního dělostřelectva. To ostatně potvrdil i Ptáček sám, když po delším zapírání se přiznal, že za před měsícem uprchl od svého pluku a od té doby potuloval se po různých krajích Čech. O jeho dopadení bylo učiněno neprodlené oznámení k vojenskému velitelství, kterýž s dopadeným během nalodilo dle vojenských zákonů.: [1086, 167, 1549, 478]
